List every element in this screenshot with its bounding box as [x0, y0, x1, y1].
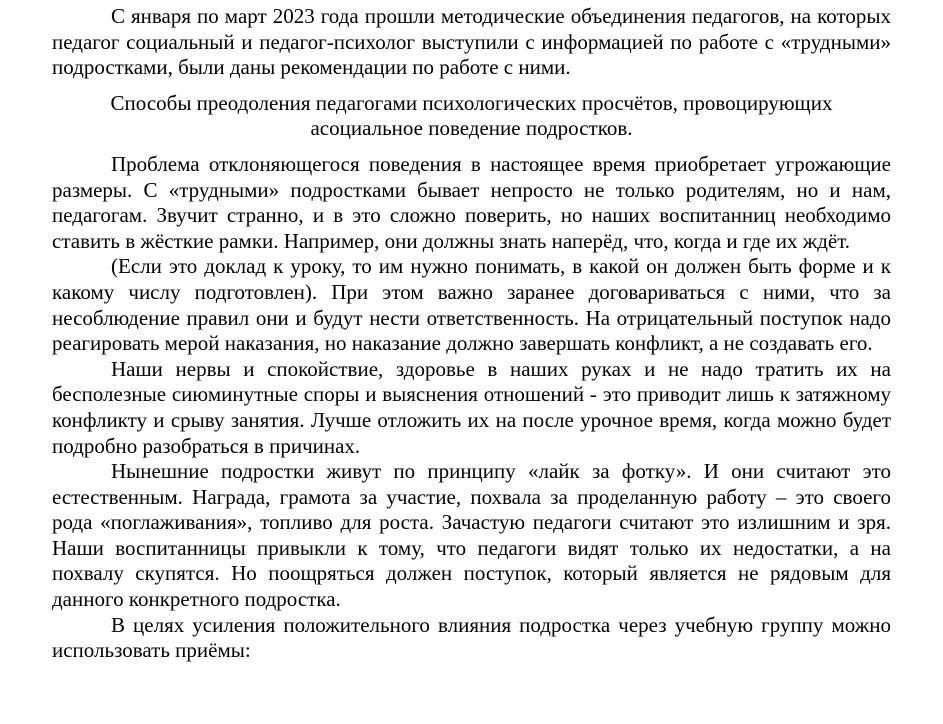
body-paragraph-2: (Если это доклад к уроку, то им нужно понимать, в какой он должен быть форме и к какому числу подготовлен). При этом важно заранее договариваться с ними, что за несоблюдение правил они и будут нести ответственность. На отрицательный поступок надо реагировать мерой наказания, но наказание должно завершать конфликт, а не создавать его.: [52, 254, 891, 356]
body-paragraph-4: Нынешние подростки живут по принципу «лайк за фотку». И они считают это естественным. Награда, грамота за участие, похвала за проделанную работу – это своего рода «поглаживания», топливо для роста. Зачастую педагоги считают это излишним и зря. Наши воспитанницы привыкли к тому, что педагоги видят только их недостатки, а на похвалу скупятся. Но поощряться должен поступок, который является не рядовым для данного конкретного подростка.: [52, 459, 891, 612]
body-paragraph-5: В целях усиления положительного влияния подростка через учебную группу можно использовать приёмы:: [52, 612, 891, 663]
body-paragraph-1: Проблема отклоняющегося поведения в настоящее время приобретает угрожающие размеры. С «трудными» подростками бывает непросто не только родителям, но и нам, педагогам. Звучит странно, и в это сложно поверить, но наших воспитанниц необходимо ставить в жёсткие рамки. Например, они должны знать наперёд, что, когда и где их ждёт.: [52, 151, 891, 253]
body-paragraph-3: Наши нервы и спокойствие, здоровье в наших руках и не надо тратить их на бесполезные сиюминутные споры и выяснения отношений - это приводит лишь к затяжному конфликту и срыву занятия. Лучше отложить их на после урочное время, когда можно будет подробно разобраться в причинах.: [52, 356, 891, 458]
intro-paragraph: С января по март 2023 года прошли методические объединения педагогов, на которых педагог социальный и педагог-психолог выступили с информацией по работе с «трудными» подростками, были даны рекомендации по работе с ними.: [52, 4, 891, 80]
section-heading: Способы преодоления педагогами психологических просчётов, провоцирующих асоциальное поведение подростков.: [110, 90, 833, 141]
